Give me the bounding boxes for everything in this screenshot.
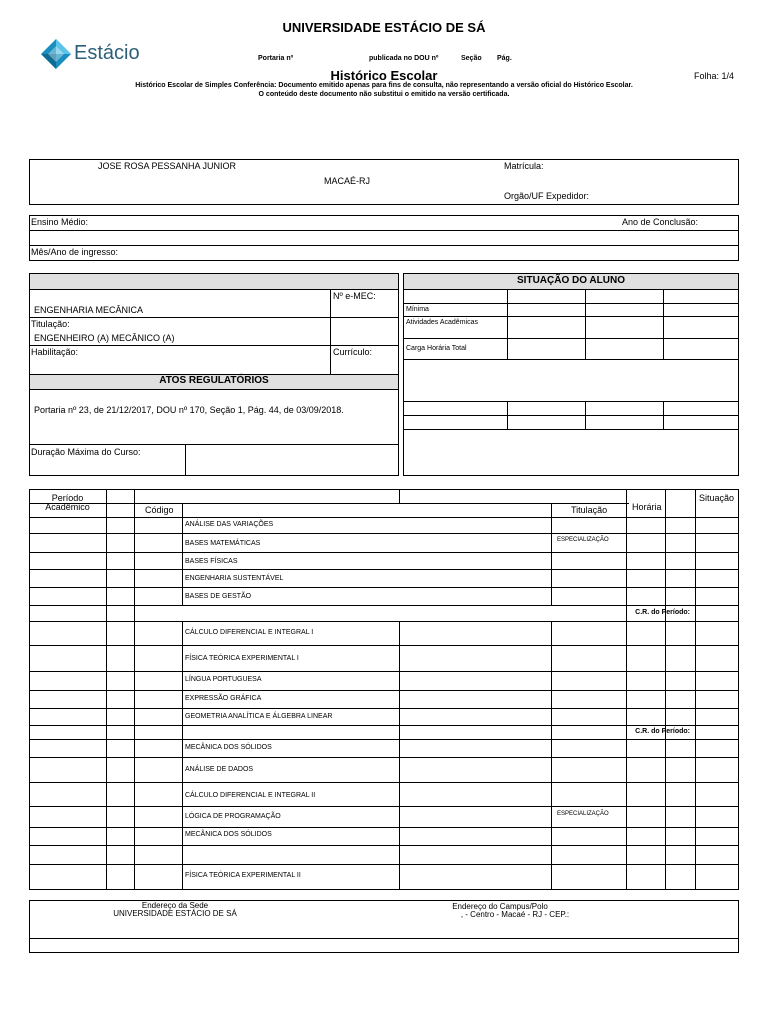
secao-label: Seção [461,55,482,62]
course-row-2-2: FÍSICA TEÓRICA EXPERIMENTAL I [185,655,299,662]
ensino-medio-label: Ensino Médio: [31,217,89,227]
course-name: ENGENHARIA MECÂNICA [34,305,144,315]
course-row-3-1: MECÂNICA DOS SÓLIDOS [185,744,272,751]
course-row-2-1: CÁLCULO DIFERENCIAL E INTEGRAL I [185,629,314,636]
cr-periodo-2: C.R. do Período: [635,728,690,735]
campus-value: , - Centro - Macaé - RJ - CEP.: [460,910,570,919]
emec-label: Nº e-MEC: [333,291,376,301]
matricula-label: Matrícula: [504,161,544,171]
student-city: MACAÉ-RJ [324,176,371,186]
periodo-header-1: Período [51,493,84,503]
course-row-3-6: FÍSICA TEÓRICA EXPERIMENTAL II [185,872,301,879]
orgao-label: Orgão/UF Expedidor: [504,191,590,201]
course-row-3-3: CÁLCULO DIFERENCIAL E INTEGRAL II [185,792,316,799]
course-row-2-4: EXPRESSÃO GRÁFICA [185,695,262,702]
minima-label: Mínima [406,306,429,313]
student-name: JOSE ROSA PESSANHA JUNIOR [98,161,237,171]
periodo-header-2: Acadêmico [45,502,90,512]
sede-label: Endereço da Sede [141,901,209,910]
publicada-label: publicada no DOU nº [369,55,439,62]
situacao-title: SITUAÇÃO DO ALUNO [517,275,625,286]
curriculo-label: Currículo: [333,347,373,357]
document-title: Histórico Escolar [330,68,438,83]
carga-label: Carga Horária Total [406,345,467,352]
course-row-2-3: LÍNGUA PORTUGUESA [185,676,262,683]
ano-conclusao-label: Ano de Conclusão: [622,217,699,227]
university-title: UNIVERSIDADE ESTÁCIO DE SÁ [282,20,486,35]
titulacao-label: Titulação: [31,319,70,329]
sede-value: UNIVERSIDADE ESTÁCIO DE SÁ [113,909,237,918]
codigo-header: Código [145,505,174,515]
diamond-logo-icon [40,38,72,70]
situacao-header: Situação [699,493,735,503]
horaria-header: Horária [632,502,662,512]
course-row-1-2: BASES MATEMÁTICAS [185,540,261,547]
course-row-3-5: MECÂNICA DOS SÓLIDOS [185,831,272,838]
atos-title: ATOS REGULATÓRIOS [159,375,269,386]
campus-label: Endereço do Campus/Polo [452,902,548,911]
folha-label: Folha: 1/4 [694,71,735,81]
course-row-1-4: ENGENHARIA SUSTENTÁVEL [185,575,284,582]
especializacao-tag-2: ESPECIALIZAÇÃO [557,811,609,817]
course-row-1-1: ANÁLISE DAS VARIAÇÕES [185,521,274,528]
portaria-label: Portaria nº [258,55,294,62]
course-row-1-5: BASES DE GESTÃO [185,593,252,600]
mes-ano-label: Mês/Ano de ingresso: [31,247,119,257]
notice-line-1: Histórico Escolar de Simples Conferência: Documento emitido apenas para fins de consulta, não representando a versão oficial do Histórico Escolar. [135,82,633,89]
atividades-label: Atividades Acadêmicas [406,319,478,326]
course-header-bar [30,274,398,289]
titulacao-header: Titulação [571,505,608,515]
duracao-label: Duração Máxima do Curso: [31,447,141,457]
titulacao-value: ENGENHEIRO (A) MECÂNICO (A) [34,333,175,343]
course-row-1-3: BASES FÍSICAS [185,558,238,565]
course-row-2-5: GEOMETRIA ANALÍTICA E ÁLGEBRA LINEAR [185,713,333,720]
notice-line-2: O conteúdo deste documento não substitui o emitido na versão certificada. [258,91,510,98]
cr-periodo-1: C.R. do Período: [635,609,690,616]
atos-text: Portaria nº 23, de 21/12/2017, DOU nº 170, Seção 1, Pág. 44, de 03/09/2018. [34,405,344,415]
habilitacao-label: Habilitação: [31,347,79,357]
course-row-3-2: ANÁLISE DE DADOS [185,766,254,773]
logo-text: Estácio [74,42,140,64]
pag-label: Pág. [497,55,512,62]
especializacao-tag-1: ESPECIALIZAÇÃO [557,537,609,543]
course-row-3-4: LÓGICA DE PROGRAMAÇÃO [185,813,281,820]
